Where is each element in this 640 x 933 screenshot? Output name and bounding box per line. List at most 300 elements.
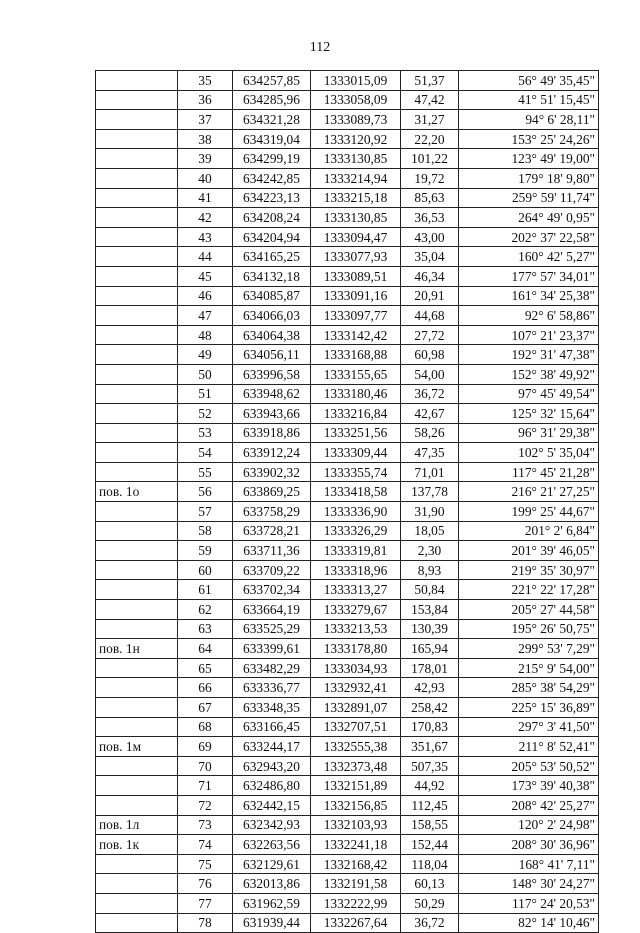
distance-cell: 36,72 [401,913,459,933]
y-coordinate-cell: 1333418,58 [311,482,401,502]
point-label-cell [96,168,178,188]
direction-angle-cell: 264° 49' 0,95" [459,208,599,228]
point-number-cell: 47 [178,306,233,326]
point-number-cell: 69 [178,737,233,757]
table-row [96,776,599,796]
table-row [96,600,599,620]
x-coordinate-cell: 633702,34 [233,580,311,600]
point-label-cell [96,129,178,149]
point-number-cell: 37 [178,110,233,130]
direction-angle-cell: 201° 39' 46,05" [459,541,599,561]
point-number-cell: 43 [178,227,233,247]
point-number-cell: 44 [178,247,233,267]
x-coordinate-cell: 632342,93 [233,815,311,835]
y-coordinate-cell: 1332156,85 [311,795,401,815]
y-coordinate-cell: 1333094,47 [311,227,401,247]
x-coordinate-cell: 634242,85 [233,168,311,188]
point-number-cell: 59 [178,541,233,561]
y-coordinate-cell: 1332932,41 [311,678,401,698]
direction-angle-cell: 202° 37' 22,58" [459,227,599,247]
x-coordinate-cell: 632129,61 [233,854,311,874]
point-label-cell [96,306,178,326]
x-coordinate-cell: 634204,94 [233,227,311,247]
y-coordinate-cell: 1333215,18 [311,188,401,208]
point-number-cell: 68 [178,717,233,737]
table-row [96,325,599,345]
point-label-cell [96,423,178,443]
direction-angle-cell: 173° 39' 40,38" [459,776,599,796]
distance-cell: 101,22 [401,149,459,169]
x-coordinate-cell: 633664,19 [233,600,311,620]
point-number-cell: 72 [178,795,233,815]
x-coordinate-cell: 633918,86 [233,423,311,443]
table-row [96,423,599,443]
point-label-cell [96,658,178,678]
distance-cell: 27,72 [401,325,459,345]
x-coordinate-cell: 631939,44 [233,913,311,933]
x-coordinate-cell: 633399,61 [233,639,311,659]
point-number-cell: 73 [178,815,233,835]
y-coordinate-cell: 1333130,85 [311,208,401,228]
table-row [96,795,599,815]
x-coordinate-cell: 634066,03 [233,306,311,326]
direction-angle-cell: 201° 2' 6,84" [459,521,599,541]
point-label-cell [96,580,178,600]
table-row [96,658,599,678]
point-number-cell: 74 [178,835,233,855]
point-label-cell [96,188,178,208]
distance-cell: 51,37 [401,71,459,91]
distance-cell: 18,05 [401,521,459,541]
table-row [96,227,599,247]
x-coordinate-cell: 634223,13 [233,188,311,208]
distance-cell: 258,42 [401,698,459,718]
y-coordinate-cell: 1333180,46 [311,384,401,404]
point-number-cell: 78 [178,913,233,933]
y-coordinate-cell: 1333318,96 [311,560,401,580]
table-row [96,698,599,718]
direction-angle-cell: 123° 49' 19,00" [459,149,599,169]
x-coordinate-cell: 634208,24 [233,208,311,228]
y-coordinate-cell: 1333034,93 [311,658,401,678]
x-coordinate-cell: 633711,36 [233,541,311,561]
point-number-cell: 39 [178,149,233,169]
point-label-cell: пов. 1к [96,835,178,855]
y-coordinate-cell: 1333168,88 [311,345,401,365]
point-number-cell: 66 [178,678,233,698]
distance-cell: 44,92 [401,776,459,796]
distance-cell: 42,67 [401,404,459,424]
point-number-cell: 67 [178,698,233,718]
point-label-cell [96,462,178,482]
x-coordinate-cell: 634321,28 [233,110,311,130]
point-number-cell: 57 [178,502,233,522]
distance-cell: 19,72 [401,168,459,188]
y-coordinate-cell: 1333326,29 [311,521,401,541]
direction-angle-cell: 120° 2' 24,98" [459,815,599,835]
point-number-cell: 75 [178,854,233,874]
distance-cell: 31,27 [401,110,459,130]
point-label-cell [96,560,178,580]
y-coordinate-cell: 1333077,93 [311,247,401,267]
point-number-cell: 53 [178,423,233,443]
x-coordinate-cell: 634056,11 [233,345,311,365]
y-coordinate-cell: 1333251,56 [311,423,401,443]
table-row [96,874,599,894]
point-label-cell [96,364,178,384]
y-coordinate-cell: 1333130,85 [311,149,401,169]
point-number-cell: 65 [178,658,233,678]
distance-cell: 60,13 [401,874,459,894]
x-coordinate-cell: 633758,29 [233,502,311,522]
x-coordinate-cell: 632013,86 [233,874,311,894]
x-coordinate-cell: 634132,18 [233,266,311,286]
point-number-cell: 40 [178,168,233,188]
point-number-cell: 60 [178,560,233,580]
point-number-cell: 42 [178,208,233,228]
table-row [96,149,599,169]
y-coordinate-cell: 1333279,67 [311,600,401,620]
y-coordinate-cell: 1333120,92 [311,129,401,149]
point-number-cell: 38 [178,129,233,149]
x-coordinate-cell: 633244,17 [233,737,311,757]
distance-cell: 112,45 [401,795,459,815]
distance-cell: 507,35 [401,756,459,776]
x-coordinate-cell: 634085,87 [233,286,311,306]
point-label-cell [96,90,178,110]
distance-cell: 20,91 [401,286,459,306]
direction-angle-cell: 299° 53' 7,29" [459,639,599,659]
x-coordinate-cell: 633902,32 [233,462,311,482]
x-coordinate-cell: 634064,38 [233,325,311,345]
y-coordinate-cell: 1333091,16 [311,286,401,306]
table-row [96,462,599,482]
point-label-cell [96,541,178,561]
direction-angle-cell: 125° 32' 15,64" [459,404,599,424]
y-coordinate-cell: 1332891,07 [311,698,401,718]
table-row [96,893,599,913]
y-coordinate-cell: 1332373,48 [311,756,401,776]
point-number-cell: 48 [178,325,233,345]
direction-angle-cell: 211° 8' 52,41" [459,737,599,757]
point-number-cell: 49 [178,345,233,365]
x-coordinate-cell: 633348,35 [233,698,311,718]
y-coordinate-cell: 1333097,77 [311,306,401,326]
y-coordinate-cell: 1333336,90 [311,502,401,522]
point-label-cell [96,678,178,698]
direction-angle-cell: 205° 53' 50,52" [459,756,599,776]
point-label-cell [96,325,178,345]
table-row [96,129,599,149]
x-coordinate-cell: 632442,15 [233,795,311,815]
direction-angle-cell: 97° 45' 49,54" [459,384,599,404]
table-row [96,306,599,326]
x-coordinate-cell: 634319,04 [233,129,311,149]
table-row [96,521,599,541]
direction-angle-cell: 221° 22' 17,28" [459,580,599,600]
distance-cell: 54,00 [401,364,459,384]
x-coordinate-cell: 632943,20 [233,756,311,776]
distance-cell: 2,30 [401,541,459,561]
point-number-cell: 52 [178,404,233,424]
table-row [96,560,599,580]
x-coordinate-cell: 634299,19 [233,149,311,169]
point-label-cell [96,404,178,424]
point-number-cell: 54 [178,443,233,463]
y-coordinate-cell: 1333058,09 [311,90,401,110]
direction-angle-cell: 195° 26' 50,75" [459,619,599,639]
point-label-cell [96,502,178,522]
point-label-cell: пов. 1о [96,482,178,502]
distance-cell: 8,93 [401,560,459,580]
distance-cell: 130,39 [401,619,459,639]
x-coordinate-cell: 634165,25 [233,247,311,267]
distance-cell: 152,44 [401,835,459,855]
direction-angle-cell: 297° 3' 41,50" [459,717,599,737]
point-label-cell [96,149,178,169]
distance-cell: 44,68 [401,306,459,326]
direction-angle-cell: 56° 49' 35,45" [459,71,599,91]
point-label-cell [96,266,178,286]
point-number-cell: 61 [178,580,233,600]
direction-angle-cell: 148° 30' 24,27" [459,874,599,894]
distance-cell: 178,01 [401,658,459,678]
x-coordinate-cell: 633996,58 [233,364,311,384]
table-row [96,384,599,404]
table-row [96,639,599,659]
table-row [96,286,599,306]
direction-angle-cell: 153° 25' 24,26" [459,129,599,149]
direction-angle-cell: 225° 15' 36,89" [459,698,599,718]
direction-angle-cell: 117° 24' 20,53" [459,893,599,913]
y-coordinate-cell: 1332267,64 [311,913,401,933]
y-coordinate-cell: 1333319,81 [311,541,401,561]
x-coordinate-cell: 633525,29 [233,619,311,639]
y-coordinate-cell: 1333089,51 [311,266,401,286]
table-row [96,404,599,424]
y-coordinate-cell: 1333309,44 [311,443,401,463]
point-number-cell: 45 [178,266,233,286]
direction-angle-cell: 94° 6' 28,11" [459,110,599,130]
point-label-cell [96,854,178,874]
y-coordinate-cell: 1333313,27 [311,580,401,600]
coordinates-table-body [96,71,599,933]
x-coordinate-cell: 633948,62 [233,384,311,404]
point-number-cell: 41 [178,188,233,208]
x-coordinate-cell: 632263,56 [233,835,311,855]
point-label-cell [96,227,178,247]
x-coordinate-cell: 632486,80 [233,776,311,796]
point-label-cell [96,717,178,737]
distance-cell: 153,84 [401,600,459,620]
y-coordinate-cell: 1332191,58 [311,874,401,894]
direction-angle-cell: 152° 38' 49,92" [459,364,599,384]
direction-angle-cell: 208° 30' 36,96" [459,835,599,855]
table-row [96,678,599,698]
point-label-cell: пов. 1м [96,737,178,757]
point-label-cell [96,756,178,776]
distance-cell: 42,93 [401,678,459,698]
table-row [96,717,599,737]
page-number: 112 [309,40,331,55]
x-coordinate-cell: 633943,66 [233,404,311,424]
distance-cell: 47,35 [401,443,459,463]
x-coordinate-cell: 633728,21 [233,521,311,541]
point-label-cell [96,286,178,306]
direction-angle-cell: 41° 51' 15,45" [459,90,599,110]
distance-cell: 50,29 [401,893,459,913]
point-label-cell [96,874,178,894]
point-number-cell: 76 [178,874,233,894]
direction-angle-cell: 285° 38' 54,29" [459,678,599,698]
point-label-cell [96,698,178,718]
direction-angle-cell: 82° 14' 10,46" [459,913,599,933]
y-coordinate-cell: 1332241,18 [311,835,401,855]
table-row [96,854,599,874]
direction-angle-cell: 107° 21' 23,37" [459,325,599,345]
point-label-cell [96,913,178,933]
direction-angle-cell: 96° 31' 29,38" [459,423,599,443]
table-row [96,482,599,502]
point-number-cell: 55 [178,462,233,482]
table-row [96,913,599,933]
distance-cell: 31,90 [401,502,459,522]
distance-cell: 46,34 [401,266,459,286]
table-row [96,168,599,188]
y-coordinate-cell: 1332222,99 [311,893,401,913]
point-label-cell [96,776,178,796]
point-label-cell [96,384,178,404]
point-label-cell [96,110,178,130]
distance-cell: 60,98 [401,345,459,365]
point-number-cell: 71 [178,776,233,796]
table-row [96,208,599,228]
y-coordinate-cell: 1332707,51 [311,717,401,737]
x-coordinate-cell: 631962,59 [233,893,311,913]
table-row [96,266,599,286]
distance-cell: 85,63 [401,188,459,208]
point-number-cell: 62 [178,600,233,620]
y-coordinate-cell: 1332103,93 [311,815,401,835]
table-row [96,110,599,130]
point-number-cell: 64 [178,639,233,659]
x-coordinate-cell: 634285,96 [233,90,311,110]
table-row [96,737,599,757]
table-row [96,443,599,463]
point-number-cell: 50 [178,364,233,384]
distance-cell: 170,83 [401,717,459,737]
point-label-cell [96,345,178,365]
direction-angle-cell: 259° 59' 11,74" [459,188,599,208]
point-label-cell [96,521,178,541]
table-row [96,835,599,855]
direction-angle-cell: 208° 42' 25,27" [459,795,599,815]
y-coordinate-cell: 1333015,09 [311,71,401,91]
y-coordinate-cell: 1332151,89 [311,776,401,796]
point-number-cell: 70 [178,756,233,776]
coordinates-table [95,70,599,933]
y-coordinate-cell: 1333178,80 [311,639,401,659]
table-row [96,90,599,110]
distance-cell: 165,94 [401,639,459,659]
x-coordinate-cell: 633709,22 [233,560,311,580]
x-coordinate-cell: 633166,45 [233,717,311,737]
distance-cell: 36,72 [401,384,459,404]
point-label-cell: пов. 1л [96,815,178,835]
table-row [96,756,599,776]
direction-angle-cell: 216° 21' 27,25" [459,482,599,502]
direction-angle-cell: 199° 25' 44,67" [459,502,599,522]
direction-angle-cell: 117° 45' 21,28" [459,462,599,482]
direction-angle-cell: 92° 6' 58,86" [459,306,599,326]
table-row [96,815,599,835]
direction-angle-cell: 168° 41' 7,11" [459,854,599,874]
point-number-cell: 35 [178,71,233,91]
direction-angle-cell: 219° 35' 30,97" [459,560,599,580]
distance-cell: 47,42 [401,90,459,110]
table-row [96,502,599,522]
point-label-cell [96,600,178,620]
point-label-cell [96,619,178,639]
distance-cell: 58,26 [401,423,459,443]
distance-cell: 43,00 [401,227,459,247]
x-coordinate-cell: 633336,77 [233,678,311,698]
point-label-cell [96,208,178,228]
y-coordinate-cell: 1332168,42 [311,854,401,874]
direction-angle-cell: 215° 9' 54,00" [459,658,599,678]
y-coordinate-cell: 1333213,53 [311,619,401,639]
point-label-cell [96,443,178,463]
point-label-cell [96,795,178,815]
x-coordinate-cell: 633869,25 [233,482,311,502]
point-number-cell: 51 [178,384,233,404]
direction-angle-cell: 161° 34' 25,38" [459,286,599,306]
distance-cell: 36,53 [401,208,459,228]
y-coordinate-cell: 1332555,38 [311,737,401,757]
table-row [96,619,599,639]
point-label-cell [96,893,178,913]
table-row [96,247,599,267]
direction-angle-cell: 160° 42' 5,27" [459,247,599,267]
distance-cell: 50,84 [401,580,459,600]
distance-cell: 71,01 [401,462,459,482]
point-number-cell: 56 [178,482,233,502]
point-label-cell [96,71,178,91]
distance-cell: 351,67 [401,737,459,757]
distance-cell: 137,78 [401,482,459,502]
table-row [96,345,599,365]
point-number-cell: 46 [178,286,233,306]
y-coordinate-cell: 1333355,74 [311,462,401,482]
distance-cell: 158,55 [401,815,459,835]
distance-cell: 35,04 [401,247,459,267]
x-coordinate-cell: 634257,85 [233,71,311,91]
y-coordinate-cell: 1333089,73 [311,110,401,130]
point-number-cell: 36 [178,90,233,110]
point-number-cell: 63 [178,619,233,639]
direction-angle-cell: 177° 57' 34,01" [459,266,599,286]
distance-cell: 22,20 [401,129,459,149]
direction-angle-cell: 192° 31' 47,38" [459,345,599,365]
y-coordinate-cell: 1333216,84 [311,404,401,424]
table-row [96,364,599,384]
y-coordinate-cell: 1333142,42 [311,325,401,345]
table-row [96,188,599,208]
point-number-cell: 58 [178,521,233,541]
distance-cell: 118,04 [401,854,459,874]
x-coordinate-cell: 633912,24 [233,443,311,463]
point-label-cell [96,247,178,267]
